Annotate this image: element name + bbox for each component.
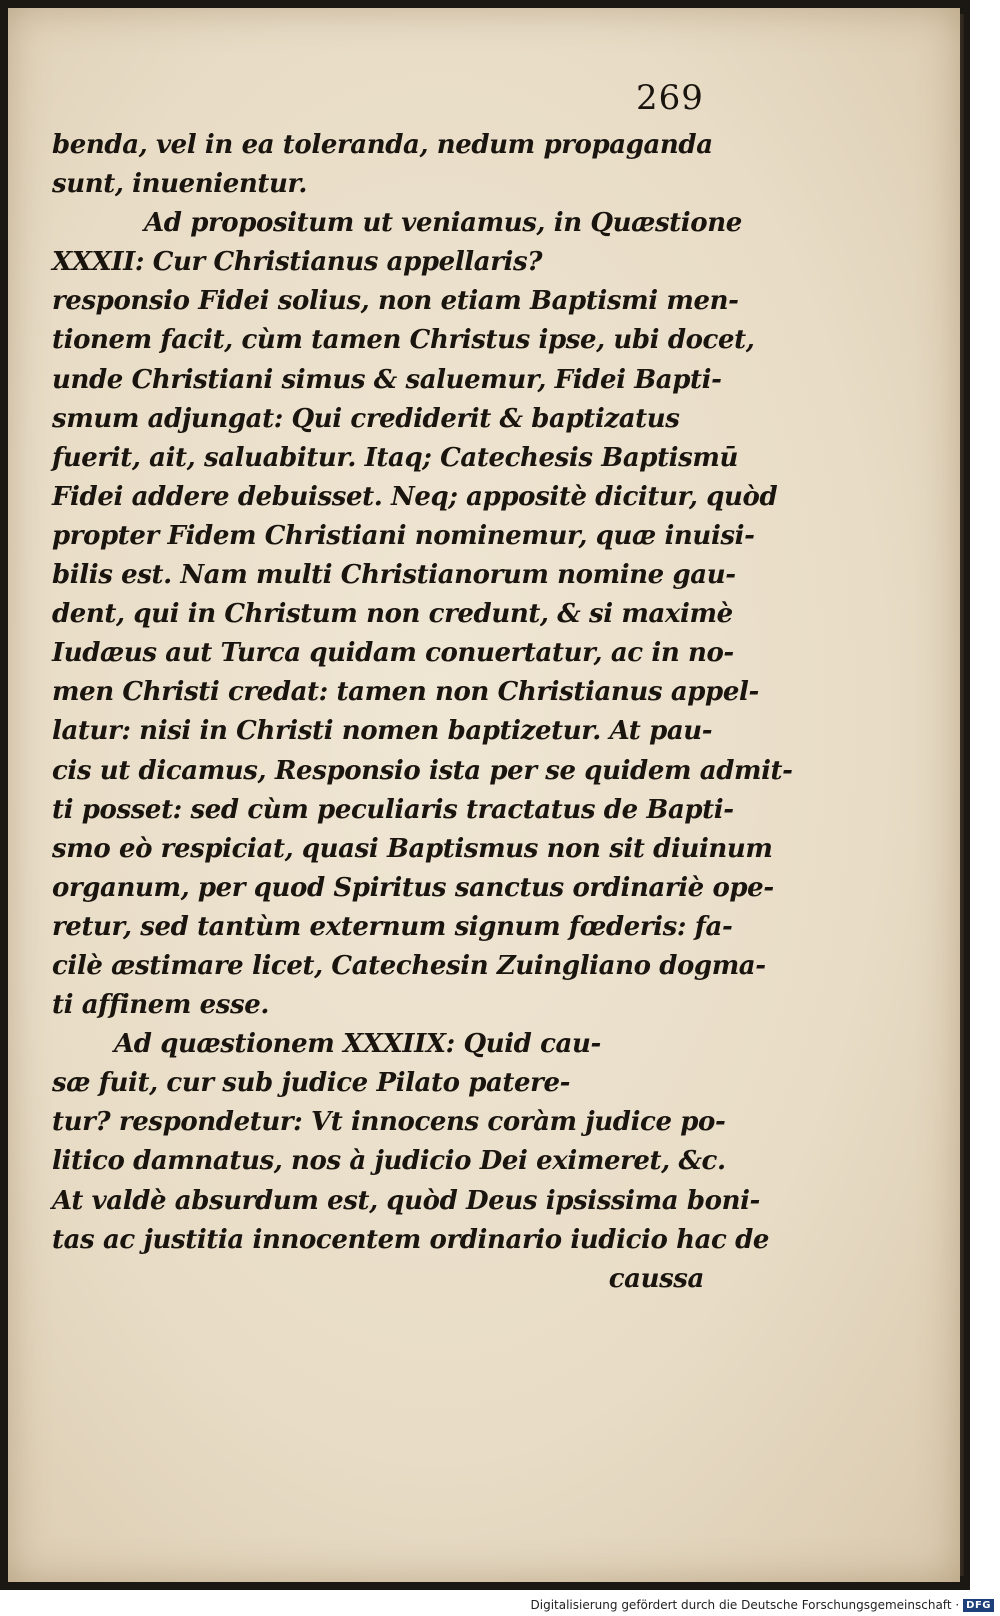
text-line: Ad propositum ut veniamus, in Quæstione	[144, 208, 742, 239]
text-line: Ad quæstionem XXXIIX: Quid cau-	[114, 1029, 601, 1060]
text-line: dent, qui in Christum non credunt, & si maximè	[52, 599, 733, 630]
page-text	[52, 126, 793, 1299]
text-line: tionem facit, cùm tamen Christus ipse, ubi docet,	[52, 325, 755, 356]
digitization-credit: Digitalisierung gefördert durch die Deutsche Forschungsgemeinschaft ·	[530, 1598, 960, 1612]
text-line: tas ac justitia innocentem ordinario iudicio hac de	[52, 1224, 770, 1255]
text-line: men Christi credat: tamen non Christianus appel-	[52, 677, 759, 708]
page-number: 269	[636, 78, 704, 118]
text-line: cilè æstimare licet, Catechesin Zuingliano dogma-	[52, 950, 766, 981]
text-line: litico damnatus, nos à judicio Dei eximeret, &c.	[52, 1146, 726, 1177]
footer	[531, 1598, 994, 1612]
text-line: benda, vel in ea toleranda, nedum propaganda	[52, 130, 713, 160]
text-line: caussa	[608, 1263, 704, 1294]
text-line: Fidei addere debuisset. Neq; appositè dicitur, quòd	[52, 481, 778, 512]
text-line: smo eò respiciat, quasi Baptismus non sit diuinum	[52, 833, 773, 864]
text-line: latur: nisi in Christi nomen baptizetur. At pau-	[52, 716, 713, 747]
text-line: cis ut dicamus, Responsio ista per se quidem admit-	[52, 755, 793, 786]
text-line: sunt, inuenientur.	[52, 169, 308, 200]
text-line: Iudæus aut Turca quidam conuertatur, ac in no-	[52, 638, 734, 669]
text-line: fuerit, ait, saluabitur. Itaq; Catechesis Baptismū	[52, 442, 739, 473]
dfg-logo: DFG	[963, 1599, 994, 1612]
text-line: tur? respondetur: Vt innocens coràm judice po-	[52, 1107, 726, 1138]
text-line: ti posset: sed cùm peculiaris tractatus de Bapti-	[52, 794, 734, 825]
text-line: bilis est. Nam multi Christianorum nomine gau-	[52, 560, 736, 591]
text-line: propter Fidem Christiani nominemur, quæ inuisi-	[52, 520, 755, 551]
text-line: unde Christiani simus & saluemur, Fidei Bapti-	[52, 364, 722, 395]
text-line: XXXII: Cur Christianus appellaris?	[52, 247, 543, 278]
text-line: sæ fuit, cur sub judice Pilato patere-	[52, 1068, 571, 1099]
text-line: responsio Fidei solius, non etiam Baptismi men-	[52, 286, 739, 317]
text-line: retur, sed tantùm externum signum fœderis: fa-	[52, 911, 733, 942]
text-line: At valdè absurdum est, quòd Deus ipsissima boni-	[52, 1185, 760, 1216]
text-line: smum adjungat: Qui crediderit & baptizatus	[52, 403, 680, 434]
text-line: ti affinem esse.	[52, 990, 270, 1021]
text-line: organum, per quod Spiritus sanctus ordinariè ope-	[52, 872, 774, 903]
